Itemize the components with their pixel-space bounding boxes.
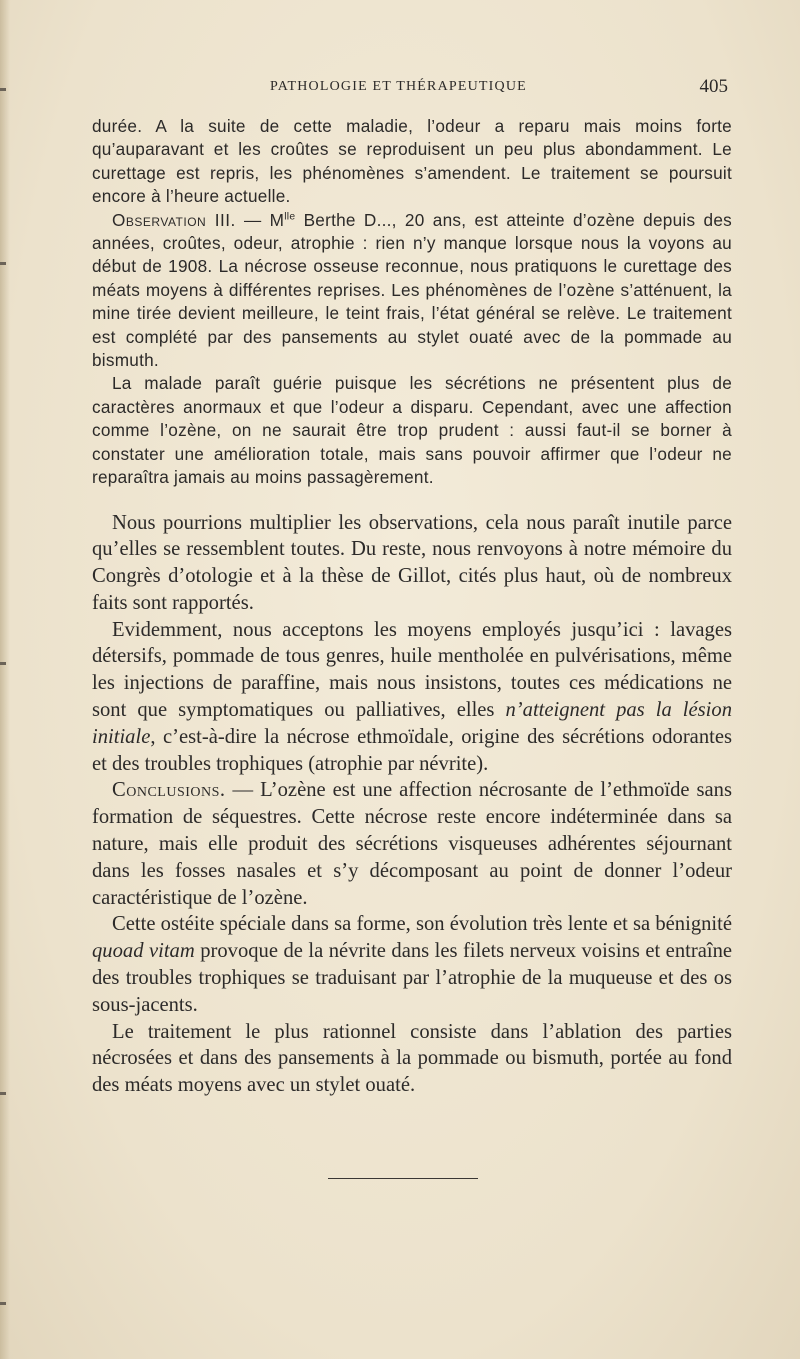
page-number: 405: [699, 76, 728, 97]
conclusions-text: — L’ozène est une affection nécrosante de l’ethmoïde sans formation de séquestres. Cette nécrose reste encore indéterminée dans sa nature, mais elle produit des sécrétions visqueuses adhérentes séjournant dans les fosses nasales et s’y décomposant au point de donner l’odeur caractéristique de l’ozène.: [92, 779, 732, 909]
page-header: [90, 76, 740, 106]
body-text: [92, 115, 732, 1099]
running-title: PATHOLOGIE ET THÉRAPEUTIQUE: [270, 79, 527, 94]
margin-mark: [0, 1302, 6, 1305]
paragraph-1: durée. A la suite de cette maladie, l’odeur a reparu mais moins forte qu’auparavant et les croûtes se reproduisent un peu plus abondamment. Le curettage est repris, les phénomènes s’amendent. Le traitement se poursuit encore à l’heure actuelle.: [92, 116, 732, 207]
page-edge-shadow: [0, 0, 10, 1359]
margin-mark: [0, 88, 6, 91]
end-rule: [328, 1178, 478, 1179]
paragraph-5-end: , c’est-à-dire la nécrose ethmoïdale, origine des sécrétions odorantes et des troubles trophiques (atrophie par névrite).: [92, 725, 732, 775]
observation-superscript: lle: [284, 210, 296, 222]
paragraph-5: [92, 617, 732, 778]
paragraph-gap: [92, 490, 732, 510]
paragraph-7-start: Cette ostéite spéciale dans sa forme, son évolution très lente et sa bénignité: [112, 913, 732, 936]
paragraph-3: La malade paraît guérie puisque les sécrétions ne présentent plus de caractères anormaux et que l’odeur a disparu. Cependant, avec une affection comme l’ozène, on ne saurait être trop prudent : aussi faut-il se borner à constater une amélioration totale, mais sans pouvoir affirmer que l’odeur ne reparaîtra jamais au moins passagèrement.: [92, 373, 732, 488]
conclusions-label: Conclusions.: [112, 779, 226, 802]
paragraph-7-italic: quoad vitam: [92, 940, 195, 963]
paragraph-7: [92, 911, 732, 1018]
paragraph-conclusions: [92, 777, 732, 911]
paragraph-7-end: provoque de la névrite dans les filets nerveux voisins et entraîne des troubles trophiques se traduisant par l’atrophie de la muqueuse et des os sous-jacents.: [92, 940, 733, 1016]
paragraph-5-start: Evidemment, nous acceptons les moyens employés jusqu’ici : lavages détersifs, pommade de tous genres, huile mentholée en pulvérisations, même les injections de paraffine, mais nous insistons, toutes ces médications ne sont que symptomatiques ou palliatives, elles: [92, 618, 732, 722]
paragraph-observation-3: [92, 209, 732, 373]
paragraph-4: Nous pourrions multiplier les observations, cela nous paraît inutile parce qu’elles se ressemblent toutes. Du reste, nous renvoyons à notre mémoire du Congrès d’otologie et à la thèse de Gillot, cités plus haut, où de nombreux faits sont rapportés.: [92, 511, 732, 614]
margin-mark: [0, 662, 6, 665]
margin-mark: [0, 1092, 6, 1095]
observation-dash: — M: [235, 209, 285, 230]
margin-mark: [0, 262, 6, 265]
paragraph-5-italic: n’atteignent pas la lésion initiale: [92, 699, 732, 748]
observation-text: Berthe D..., 20 ans, est atteinte d’ozène depuis des années, croûtes, odeur, atrophie : rien n’y manque lorsque nous la voyons au début de 1908. La nécrose osseuse reconnue, nous pratiquons le curettage des méats moyens à différentes reprises. Les phénomènes de l’ozène s’atténuent, la mine tirée devient meilleure, le teint frais, l’état général se relève. Le traitement est complété par des pansements au stylet ouaté avec de la pommade au bismuth.: [92, 209, 732, 371]
observation-label: Observation III.: [112, 209, 236, 230]
paragraph-8: Le traitement le plus rationnel consiste dans l’ablation des parties nécrosées et dans des pansements à la pommade ou bismuth, portée au fond des méats moyens avec un stylet ouaté.: [92, 1020, 732, 1097]
